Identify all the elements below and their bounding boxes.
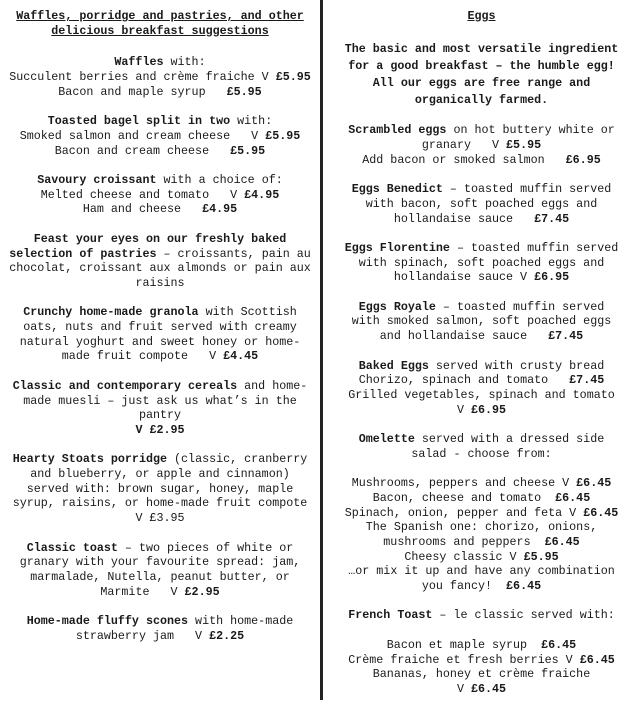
menu-line [326, 300, 637, 315]
menu-item [0, 614, 320, 643]
menu-line [326, 520, 637, 535]
menu-line [326, 256, 637, 271]
menu-item [326, 123, 637, 167]
intro-line: organically farmed. [414, 92, 549, 107]
text: with bacon, soft poached eggs and [365, 196, 598, 211]
menu-line [326, 432, 637, 447]
bold-text: £2.95 [184, 584, 220, 599]
bold-text: Waffles [114, 55, 164, 70]
bold-text: £6.45 [506, 579, 542, 594]
text: (classic, cranberry [167, 452, 308, 467]
intro-line: for a good breakfast – the humble egg! [348, 58, 615, 73]
menu-line [0, 511, 320, 526]
text: hollandaise sauce V [393, 270, 535, 285]
bold-text: £6.95 [565, 152, 601, 167]
menu-line [326, 270, 637, 285]
menu-line [326, 623, 637, 638]
bold-text: selection of pastries [9, 246, 157, 261]
menu-line [0, 555, 320, 570]
menu-line [0, 320, 320, 335]
menu-line [0, 629, 320, 644]
text: with home-made [188, 614, 294, 628]
menu-item [0, 173, 320, 217]
text: granary with your favourite spread: jam, [19, 555, 301, 570]
menu-item [0, 452, 320, 526]
bold-text: Eggs Benedict [351, 182, 443, 197]
menu-line [0, 305, 320, 320]
menu-line [0, 173, 320, 188]
menu-item [326, 608, 637, 696]
bold-text: £6.95 [534, 270, 570, 285]
text: with Scottish [198, 305, 297, 320]
text: – croissants, pain au [156, 246, 311, 261]
bold-text: £6.45 [544, 534, 580, 549]
bold-text: Feast your eyes on our freshly baked [33, 231, 287, 246]
menu-item [0, 379, 320, 438]
text: granary V [421, 138, 507, 153]
text: Add bacon or smoked salmon [362, 152, 566, 167]
text: V £3.95 [135, 511, 185, 526]
bold-text: £6.45 [555, 490, 591, 505]
menu-line [326, 579, 637, 594]
menu-line [326, 197, 637, 212]
text: – toasted muffin served [449, 240, 619, 255]
text: served with a dressed side [414, 432, 605, 447]
text: Bacon et maple syrup [386, 637, 542, 652]
text: and home- [237, 378, 308, 393]
text: Bacon, cheese and tomato [372, 490, 556, 505]
bold-text: V £2.95 [135, 422, 185, 437]
menu-line [0, 85, 320, 100]
bold-text: £5.95 [265, 128, 301, 143]
breakfast-suggestions-column [0, 9, 320, 658]
menu-line [326, 359, 637, 374]
text: V [456, 681, 471, 696]
menu-line [0, 541, 320, 556]
menu-line [326, 182, 637, 197]
menu-line [326, 403, 637, 418]
menu-item [0, 55, 320, 99]
bold-text: Eggs Royale [358, 299, 436, 314]
column-divider [320, 0, 323, 700]
menu-line [0, 349, 320, 364]
text: Bacon and cream cheese [54, 143, 231, 158]
text: Marmite V [100, 584, 185, 599]
text: – toasted muffin served [442, 182, 612, 197]
bold-text: £2.25 [209, 628, 245, 643]
text: with: [163, 55, 206, 70]
bold-text: £6.45 [541, 637, 577, 652]
text: – two pieces of white or [117, 540, 294, 555]
text: Bananas, honey et crème fraiche [372, 667, 591, 682]
section-title [0, 9, 320, 38]
menu-line [326, 491, 637, 506]
menu-line [0, 114, 320, 129]
bold-text: Omelette [358, 432, 415, 447]
text: hollandaise sauce [393, 211, 535, 226]
menu-line [0, 467, 320, 482]
menu-line [326, 638, 637, 653]
text: The Spanish one: chorizo, onions, [365, 520, 598, 535]
menu-item [326, 359, 637, 418]
menu-line [0, 496, 320, 511]
bold-text: £4.95 [244, 187, 280, 202]
menu-line [326, 535, 637, 550]
text: chocolat, croissant aux almonds or pain aux [9, 261, 311, 276]
menu-line [0, 423, 320, 438]
bold-text: £6.45 [579, 652, 615, 667]
text: strawberry jam V [75, 628, 210, 643]
text: with a choice of: [156, 173, 283, 187]
menu-line [326, 653, 637, 668]
menu-line [326, 506, 637, 521]
menu-line [326, 123, 637, 138]
text: salad - choose from: [411, 446, 552, 461]
text: natural yoghurt and sweet honey or home- [19, 334, 301, 349]
text: and hollandaise sauce [379, 329, 549, 344]
menu-line [326, 138, 637, 153]
bold-text: £7.45 [534, 211, 570, 226]
bold-text: £6.45 [583, 505, 619, 520]
bold-text: Classic toast [26, 540, 118, 555]
text: Smoked salmon and cream cheese V [19, 128, 266, 143]
menu-item [326, 241, 637, 285]
text: with smoked salmon, soft poached eggs [351, 314, 612, 329]
text: Succulent berries and crème fraiche V [9, 70, 276, 85]
text: Melted cheese and tomato V [40, 187, 245, 202]
text: made fruit compote V [61, 349, 224, 364]
menu-line [326, 476, 637, 491]
bold-text: Eggs Florentine [344, 240, 450, 255]
bold-text: £4.45 [223, 349, 259, 364]
eggs-column [326, 9, 637, 711]
text: Grilled vegetables, spinach and tomato [348, 387, 615, 402]
title-line: Eggs [467, 9, 496, 23]
menu-line [0, 188, 320, 203]
text: and blueberry, or apple and cinnamon) [30, 467, 290, 481]
title-line: delicious breakfast suggestions [51, 23, 269, 38]
intro-line: The basic and most versatile ingredient [344, 41, 619, 56]
menu-item [0, 541, 320, 600]
bold-text: £5.95 [230, 143, 266, 158]
intro-text [326, 41, 637, 109]
text: pantry [138, 408, 182, 423]
bold-text: £5.95 [226, 84, 262, 99]
section-title [326, 9, 637, 24]
text: served with: brown sugar, honey, maple [26, 481, 294, 496]
text: …or mix it up and have any combination [348, 564, 615, 579]
menu-line [0, 335, 320, 350]
bold-text: £6.45 [470, 681, 507, 696]
bold-text: £5.95 [506, 138, 542, 153]
menu-item [326, 300, 637, 344]
text: with: [230, 114, 273, 129]
menu-line [326, 388, 637, 403]
menu-line [326, 212, 637, 227]
menu-line [0, 614, 320, 629]
bold-text: Baked Eggs [358, 358, 429, 373]
menu-item [0, 232, 320, 291]
text: made muesli – just ask us what’s in the [23, 393, 297, 408]
text: on hot buttery white or [446, 123, 615, 138]
text: – le classic served with: [432, 608, 615, 623]
bold-text: Crunchy home-made granola [23, 305, 199, 320]
menu-line [0, 570, 320, 585]
bold-text: French Toast [348, 608, 433, 623]
text: you fancy! [421, 579, 507, 594]
menu-line [326, 461, 637, 476]
intro-line: All our eggs are free range and [372, 75, 591, 90]
menu-item [0, 305, 320, 364]
bold-text: Hearty Stoats porridge [12, 452, 168, 467]
bold-text: £5.95 [275, 70, 311, 85]
text: Cheesy classic V [404, 549, 524, 564]
menu-line [326, 564, 637, 579]
bold-text: Toasted bagel split in two [47, 114, 231, 129]
menu-line [0, 276, 320, 291]
text: oats, nuts and fruit served with creamy [23, 320, 297, 334]
menu-line [326, 608, 637, 623]
menu-item [0, 114, 320, 158]
menu-line [0, 232, 320, 247]
menu-line [0, 70, 320, 85]
menu-line [326, 373, 637, 388]
bold-text: £7.45 [548, 329, 584, 344]
menu-line [0, 379, 320, 394]
menu-line [0, 129, 320, 144]
text: Mushrooms, peppers and cheese V [351, 476, 577, 491]
menu-item [326, 432, 637, 594]
menu-line [0, 482, 320, 497]
menu-line [326, 314, 637, 329]
bold-text: £6.95 [470, 402, 507, 417]
menu-line [0, 408, 320, 423]
menu-line [326, 682, 637, 697]
menu-line [0, 585, 320, 600]
menu-line [0, 55, 320, 70]
menu-line [0, 452, 320, 467]
text: Crème fraiche et fresh berries V [348, 652, 580, 667]
text: V [456, 402, 471, 417]
bold-text: Savoury croissant [37, 173, 157, 187]
title-line: Waffles, porridge and pastries, and other [16, 9, 304, 23]
menu-line [326, 329, 637, 344]
text: mushrooms and peppers [383, 534, 545, 549]
text: marmalade, Nutella, peanut butter, or [30, 569, 290, 584]
text: – toasted muffin served [435, 299, 605, 314]
menu-line [0, 144, 320, 159]
bold-text: £6.45 [576, 476, 612, 491]
text: Chorizo, spinach and tomato [358, 373, 570, 388]
menu-line [0, 394, 320, 409]
menu-line [326, 550, 637, 565]
bold-text: Scrambled eggs [348, 123, 447, 138]
text: Ham and cheese [82, 202, 203, 217]
menu-line [0, 202, 320, 217]
menu-line [326, 667, 637, 682]
bold-text: £4.95 [202, 202, 238, 217]
menu-line [0, 247, 320, 262]
bold-text: £5.95 [523, 549, 559, 564]
menu-item [326, 182, 637, 226]
menu-line [326, 447, 637, 462]
bold-text: Home-made fluffy scones [26, 614, 189, 628]
text: raisins [135, 275, 185, 290]
menu-line [326, 241, 637, 256]
text: syrup, raisins, or home-made fruit compote [12, 496, 308, 511]
menu-line [0, 261, 320, 276]
bold-text: Classic and contemporary cereals [12, 378, 238, 393]
text: with spinach, soft poached eggs and [358, 255, 605, 270]
text: Bacon and maple syrup [58, 84, 227, 99]
bold-text: £7.45 [569, 373, 605, 388]
menu-line [326, 153, 637, 168]
text: Spinach, onion, pepper and feta V [344, 505, 584, 520]
text: served with crusty bread [428, 358, 605, 373]
